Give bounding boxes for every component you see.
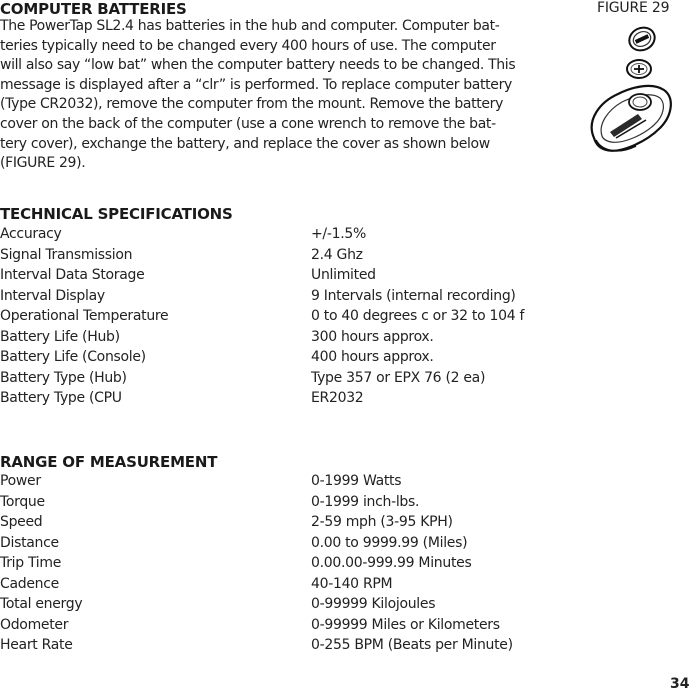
paragraph-line: (FIGURE 29). — [0, 155, 86, 172]
spec-value: Type 357 or EPX 76 (2 ea) — [311, 369, 486, 386]
spec-value: 9 Intervals (internal recording) — [311, 287, 516, 304]
spec-label: Battery Type (CPU — [0, 390, 122, 406]
range-value: 0-99999 Kilojoules — [311, 596, 436, 612]
range-row — [0, 576, 600, 596]
range-label: Trip Time — [0, 555, 62, 571]
technical-specifications-heading: TECHNICAL SPECIFICATIONS — [0, 205, 233, 223]
battery-replacement-illustration — [580, 20, 680, 165]
paragraph-line: will also say “low bat” when the computer battery needs to be changed. This — [0, 57, 516, 74]
computer-batteries-heading: COMPUTER BATTERIES — [0, 0, 187, 18]
range-label: Odometer — [0, 616, 69, 633]
range-value: 0-1999 Watts — [311, 473, 402, 489]
range-value: 0-99999 Miles or Kilometers — [311, 616, 500, 633]
spec-row — [0, 349, 600, 369]
spec-label: Signal Transmission — [0, 246, 133, 263]
spec-label: Interval Data Storage — [0, 267, 145, 283]
range-row — [0, 596, 600, 616]
range-value: 40-140 RPM — [311, 575, 393, 592]
paragraph-line: (Type CR2032), remove the computer from the mount. Remove the battery — [0, 96, 504, 113]
spec-row — [0, 267, 600, 287]
range-row — [0, 555, 600, 575]
spec-row — [0, 247, 600, 267]
paragraph-line: message is displayed after a “clr” is performed. To replace computer battery — [0, 76, 512, 93]
range-row — [0, 637, 600, 657]
spec-row — [0, 308, 600, 328]
spec-row — [0, 288, 600, 308]
paragraph-line: cover on the back of the computer (use a cone wrench to remove the bat- — [0, 115, 496, 132]
spec-label: Battery Type (Hub) — [0, 369, 127, 386]
computer-batteries-paragraph — [0, 17, 560, 174]
range-value: 0-1999 inch-lbs. — [311, 493, 420, 510]
range-label: Heart Rate — [0, 637, 73, 653]
spec-value: Unlimited — [311, 267, 376, 283]
page-number: 34 — [670, 676, 690, 692]
spec-label: Accuracy — [0, 226, 62, 242]
spec-value: 0 to 40 degrees c or 32 to 104 f — [311, 308, 525, 324]
range-label: Speed — [0, 514, 43, 530]
spec-label: Battery Life (Hub) — [0, 328, 120, 345]
range-row — [0, 535, 600, 555]
spec-label: Interval Display — [0, 287, 105, 304]
range-label: Cadence — [0, 575, 59, 592]
figure-label: FIGURE 29 — [597, 0, 670, 16]
spec-label: Battery Life (Console) — [0, 349, 146, 365]
range-of-measurement-heading: RANGE OF MEASUREMENT — [0, 453, 218, 471]
spec-row — [0, 390, 600, 410]
spec-row — [0, 370, 600, 390]
range-value: 0.00.00-999.99 Minutes — [311, 555, 472, 571]
range-row — [0, 617, 600, 637]
range-label: Power — [0, 473, 41, 489]
range-value: 0-255 BPM (Beats per Minute) — [311, 637, 513, 653]
range-label: Torque — [0, 493, 45, 510]
range-value: 0.00 to 9999.99 (Miles) — [311, 534, 468, 551]
paragraph-line: teries typically need to be changed every 400 hours of use. The computer — [0, 37, 496, 54]
spec-label: Operational Temperature — [0, 308, 169, 324]
range-row — [0, 473, 600, 493]
range-label: Distance — [0, 534, 59, 551]
spec-row — [0, 329, 600, 349]
range-row — [0, 494, 600, 514]
spec-value: ER2032 — [311, 390, 364, 406]
range-value: 2-59 mph (3-95 KPH) — [311, 514, 453, 530]
spec-value: 2.4 Ghz — [311, 246, 363, 263]
range-label: Total energy — [0, 596, 83, 612]
range-row — [0, 514, 600, 534]
paragraph-line: tery cover), exchange the battery, and replace the cover as shown below — [0, 135, 490, 152]
paragraph-line: The PowerTap SL2.4 has batteries in the hub and computer. Computer bat- — [0, 18, 500, 34]
spec-row — [0, 226, 600, 246]
spec-value: 300 hours approx. — [311, 328, 434, 345]
spec-value: +/-1.5% — [311, 226, 366, 242]
spec-value: 400 hours approx. — [311, 349, 434, 365]
